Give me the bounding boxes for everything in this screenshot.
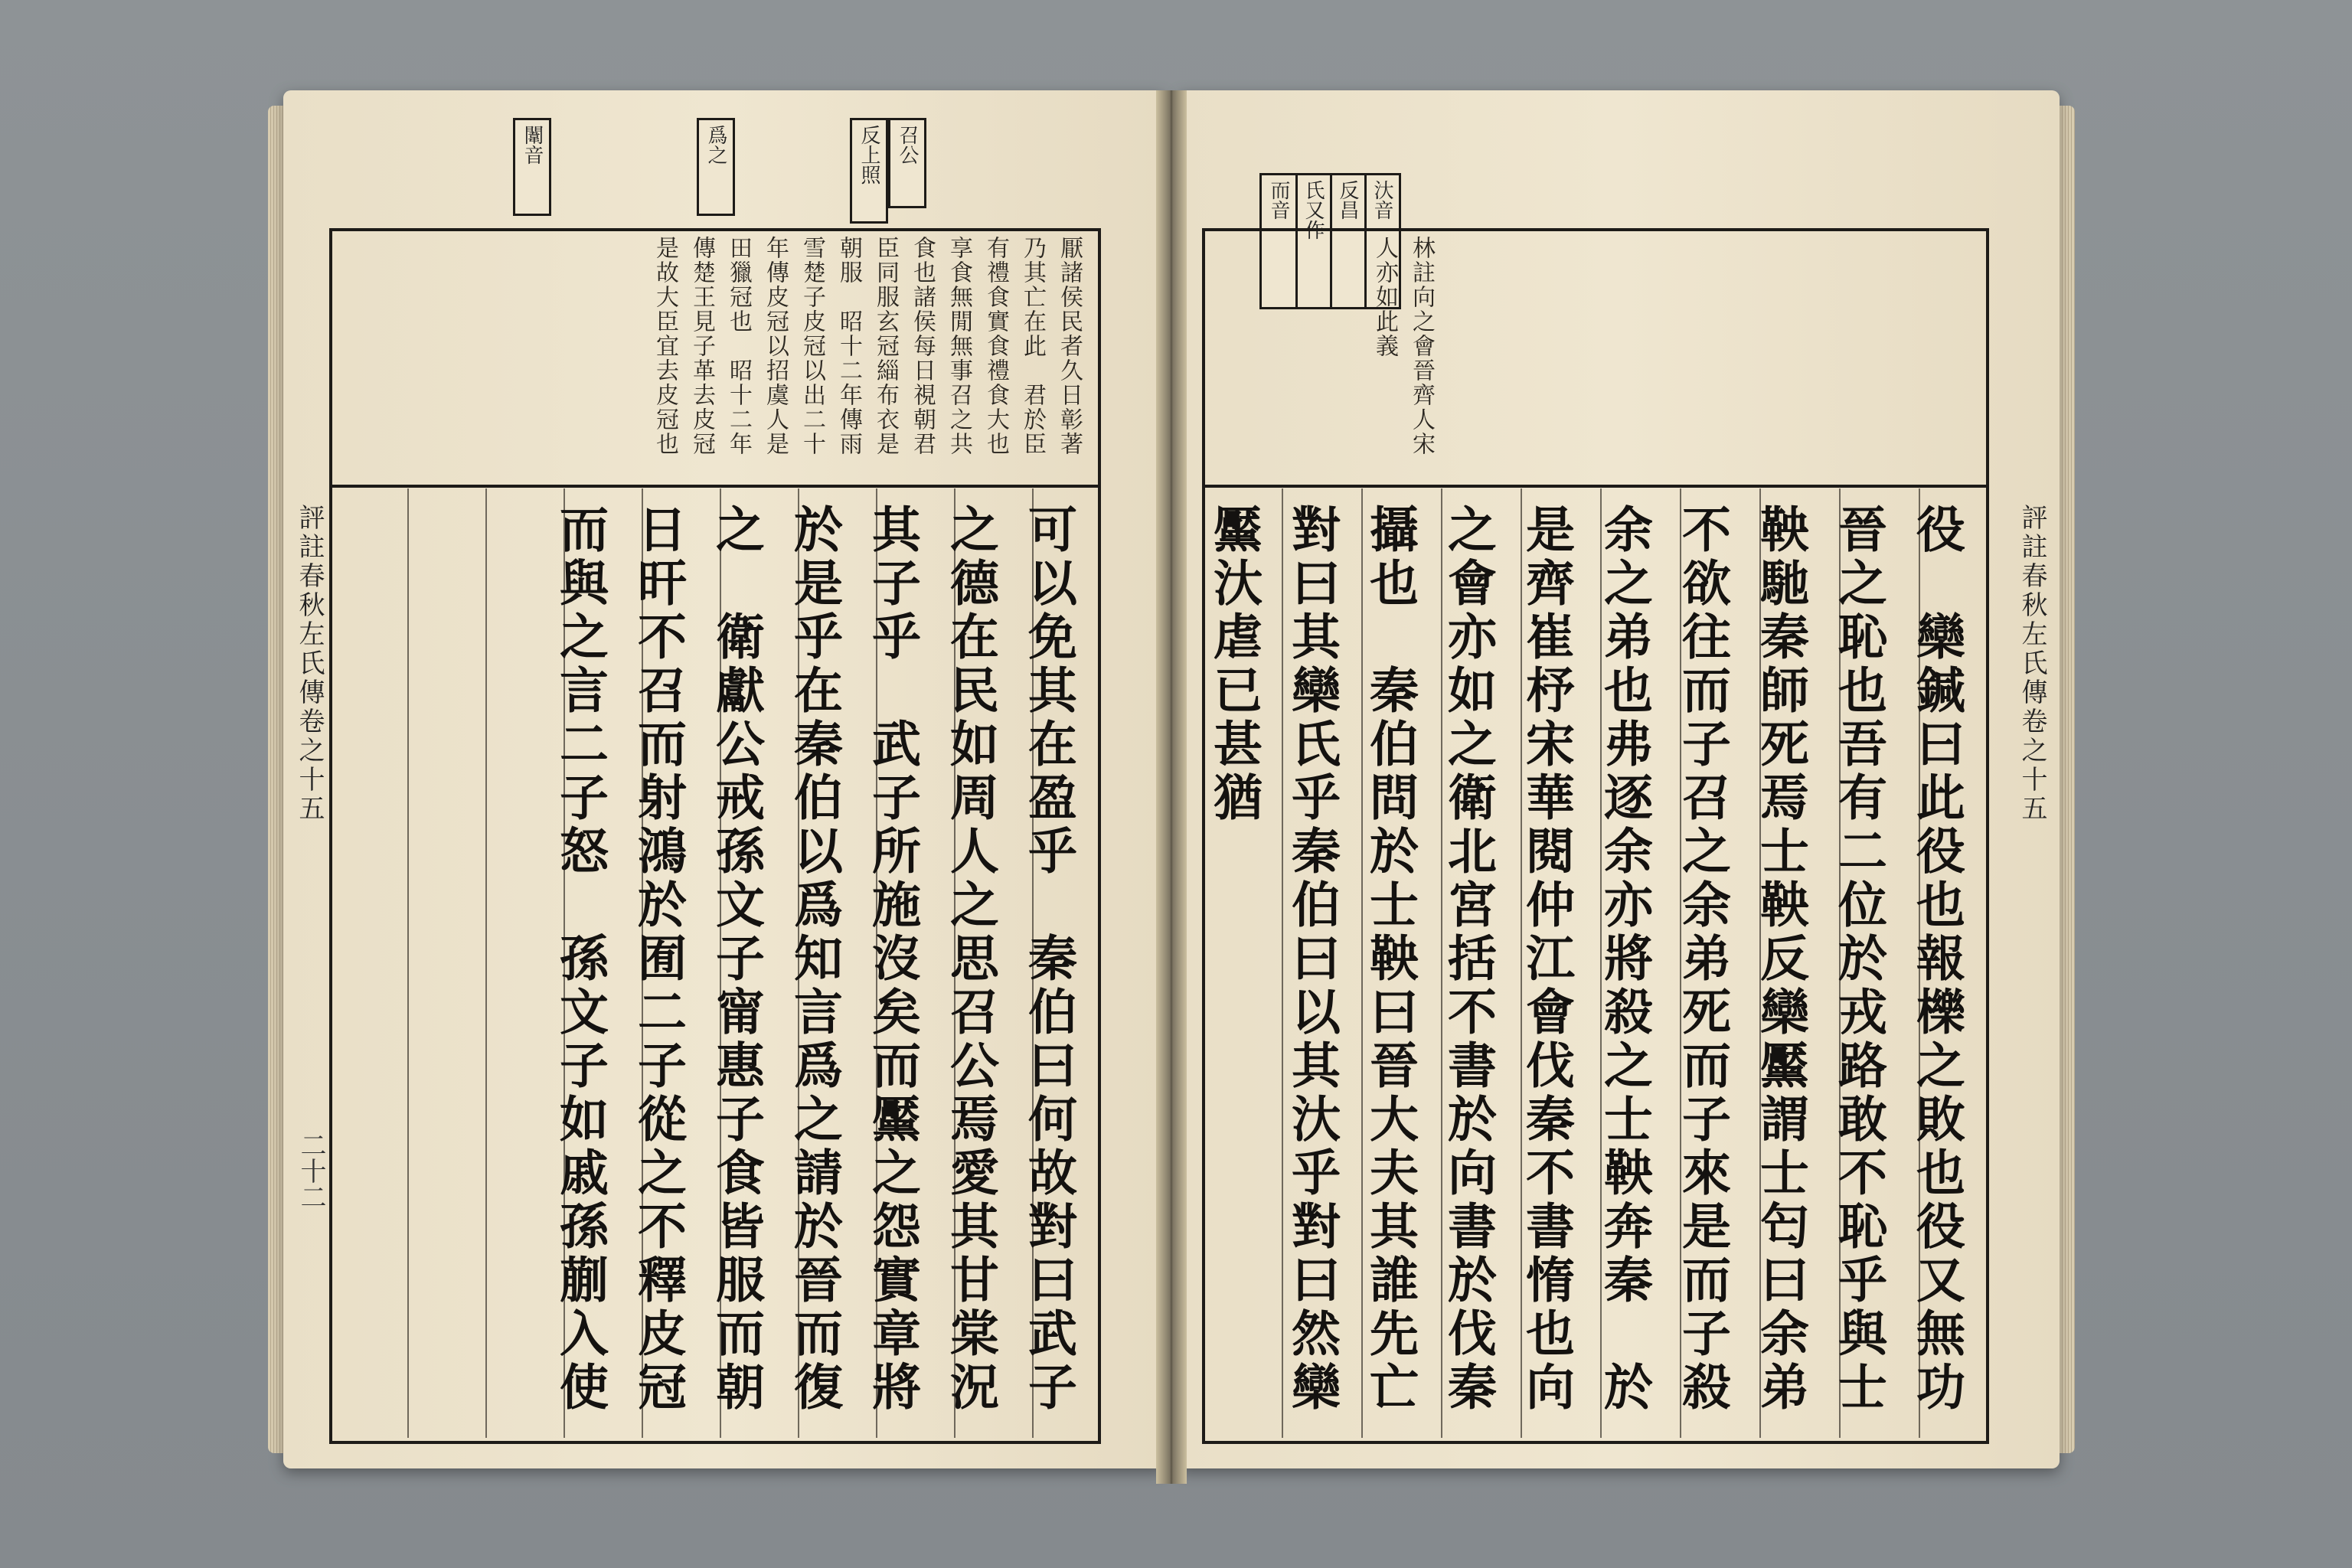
right-commentary-notes: 林註向之會晉齊人宋人亦如此義 bbox=[1371, 236, 1435, 456]
margin-box-2: 反上照 bbox=[850, 118, 888, 224]
page-number: 二十二 bbox=[296, 1132, 326, 1210]
margin-box-7: 氏又作 bbox=[1294, 173, 1332, 309]
margin-box-5: 汏音 bbox=[1363, 173, 1401, 309]
right-header-rule bbox=[1202, 485, 1986, 488]
right-page bbox=[1179, 90, 2060, 1468]
margin-box-4: 闈音 bbox=[513, 118, 551, 216]
book-gutter bbox=[1156, 90, 1187, 1484]
margin-box-6: 反昌 bbox=[1328, 173, 1367, 309]
left-main-text: 可以免其在盈乎 秦伯曰何故對曰武子之德在民如周人之思召公焉愛其甘棠況其子乎 武子所施沒矣而黶之怨實章將於是乎在秦伯以爲知言爲之請於晉而復之 衛獻公戒孫文子甯惠子食皆服而朝日旰不召而射鴻於囿二子從之不釋皮冠而與之言二子怒 孫文子如戚孫蒯入使 bbox=[551, 504, 1077, 1415]
open-book bbox=[268, 90, 2075, 1484]
margin-box-1: 召公 bbox=[888, 118, 926, 208]
right-main-text: 役 欒鍼曰此役也報櫟之敗也役又無功晉之恥也吾有二位於戎路敢不恥乎與士鞅馳秦師死焉士鞅反欒黶謂士匄曰余弟不欲往而子召之余弟死而子來是而子殺余之弟也弗逐余亦將殺之士鞅奔秦 於是齊崔杼宋華閱仲江會伐秦不書惰也向之會亦如之衛北宮括不書於向書於伐秦攝也 秦伯問於士鞅曰晉大夫其誰先亡對曰其欒氏乎秦伯曰以其汏乎對曰然欒黶汏虐已甚猶 bbox=[1205, 504, 1965, 1415]
right-spine-label: 評註春秋左氏傳卷之十五 bbox=[2017, 504, 2047, 824]
left-spine-label: 評註春秋左氏傳卷之十五 bbox=[294, 504, 325, 824]
margin-box-3: 爲之 bbox=[697, 118, 735, 216]
left-commentary-notes: 厭諸侯民者久日彰著乃其亡在此 君於臣有禮食實食禮食大也享食無閒無事召之共食也諸侯每日視朝君臣同服玄冠緇布衣是朝服 昭十二年傳雨雪楚子皮冠以出二十年傳皮冠以招虞人是田獵冠也 昭十二年傳楚王見子革去皮冠是故大臣宜去皮冠也 bbox=[652, 236, 1083, 456]
left-header-rule bbox=[329, 485, 1098, 488]
margin-box-8: 而音 bbox=[1259, 173, 1298, 309]
left-page bbox=[283, 90, 1164, 1468]
